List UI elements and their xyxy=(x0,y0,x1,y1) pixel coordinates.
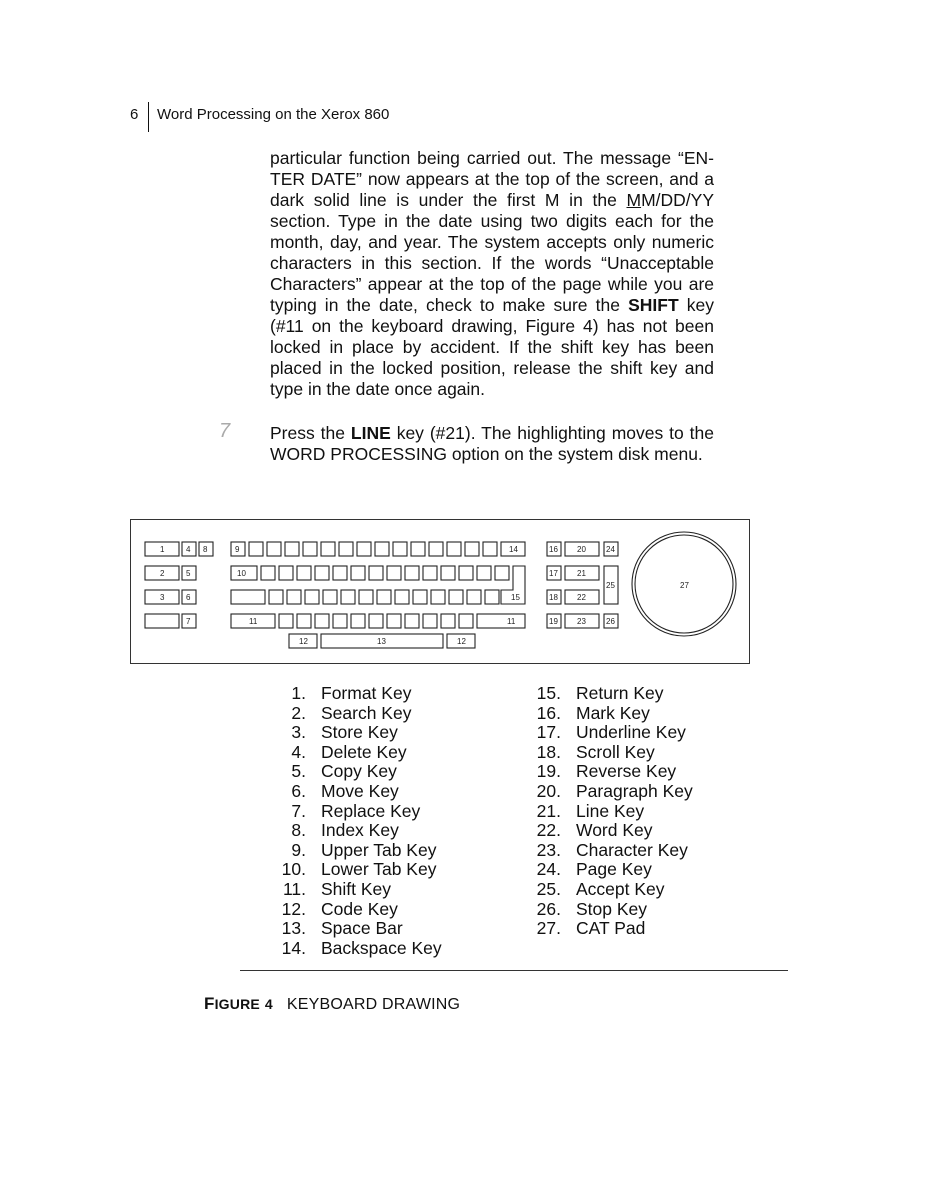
figure-divider xyxy=(240,970,788,971)
figure-title: KEYBOARD DRAWING xyxy=(286,996,461,1013)
key-label-25: 25 xyxy=(606,581,615,590)
figure-caption xyxy=(204,994,460,1014)
list-item: 17. Underline Key xyxy=(536,722,686,743)
list-item: 3. Store Key xyxy=(291,722,398,743)
step-number: 7 xyxy=(219,420,231,442)
list-item: 16. Mark Key xyxy=(536,702,650,723)
key-label-24: 24 xyxy=(606,545,615,554)
key-label-12: 12 xyxy=(299,637,308,646)
key-label-17: 17 xyxy=(549,569,558,578)
list-item: 20. Paragraph Key xyxy=(536,780,693,801)
key-label-19: 19 xyxy=(549,617,558,626)
key-label-16: 16 xyxy=(549,545,558,554)
key-label-2: 2 xyxy=(160,569,165,578)
list-item: 4. Delete Key xyxy=(291,741,407,762)
list-item: 15. Return Key xyxy=(536,683,664,703)
list-item: 24. Page Key xyxy=(536,859,652,880)
store-key-2 xyxy=(145,614,179,628)
list-item: 18. Scroll Key xyxy=(536,741,655,762)
step-text: Press the xyxy=(270,423,351,443)
list-item: 9. Upper Tab Key xyxy=(291,839,437,860)
list-item: 1. Format Key xyxy=(291,683,412,703)
body-paragraph xyxy=(270,148,714,400)
list-item: 27. CAT Pad xyxy=(536,918,646,939)
key-label-21: 21 xyxy=(577,569,586,578)
key-label-14: 14 xyxy=(509,545,518,554)
list-item: 21. Line Key xyxy=(536,800,645,821)
key-label-18: 18 xyxy=(549,593,558,602)
list-item: 26. Stop Key xyxy=(536,898,648,919)
paragraph-text: key (#11 on the keyboard drawing, Figure 4) has not been locked in place by accident. If the shift key has been placed in the locked position, release the shift key and type in the date once again. xyxy=(270,295,714,399)
list-item: 7. Replace Key xyxy=(291,800,421,821)
list-item: 10. Lower Tab Key xyxy=(281,859,437,880)
key-label-13: 13 xyxy=(377,637,386,646)
figure-label: FIGURE 4 xyxy=(204,994,273,1013)
key-label-11: 11 xyxy=(249,617,258,626)
left-function-keys xyxy=(145,542,213,628)
underlined-letter: M xyxy=(626,190,642,210)
page-header xyxy=(130,106,389,132)
paragraph-text: particular function being carried out. The message “EN-TER DATE” now appears at the top of the screen, and a dark solid line is under the first M in the xyxy=(270,148,714,210)
list-item: 13. Space Bar xyxy=(281,918,403,939)
key-label-15: 15 xyxy=(511,593,520,602)
list-item: 2. Search Key xyxy=(291,702,412,723)
list-item: 6. Move Key xyxy=(291,780,399,801)
page-number: 6 xyxy=(130,106,139,123)
list-item: 22. Word Key xyxy=(536,820,653,841)
cat-pad xyxy=(632,532,736,636)
key-label-7: 7 xyxy=(186,617,191,626)
right-function-keys xyxy=(547,542,618,628)
step-text: key (#21). The highlighting moves to the WORD PROCESSING option on the system disk menu. xyxy=(270,423,714,464)
keyboard-svg xyxy=(131,520,749,663)
header-divider xyxy=(148,102,149,132)
keyboard-drawing xyxy=(130,519,750,664)
key-label-26: 26 xyxy=(606,617,615,626)
key-label-22: 22 xyxy=(577,593,586,602)
key-label-23: 23 xyxy=(577,617,586,626)
key-label-9: 9 xyxy=(235,545,240,554)
key-list-right xyxy=(525,684,693,939)
list-item: 5. Copy Key xyxy=(291,761,397,782)
key-label-6: 6 xyxy=(186,593,191,602)
list-item: 14. Backspace Key xyxy=(281,937,442,958)
list-item: 25. Accept Key xyxy=(536,878,665,899)
step-paragraph xyxy=(270,423,714,465)
key-label-4: 4 xyxy=(186,545,191,554)
shift-key-right xyxy=(477,614,525,628)
running-title: Word Processing on the Xerox 860 xyxy=(157,106,390,123)
list-item: 8. Index Key xyxy=(291,820,399,841)
list-item: 19. Reverse Key xyxy=(536,761,677,782)
key-label-1: 1 xyxy=(160,545,165,554)
key-label-20: 20 xyxy=(577,545,586,554)
list-item: 11. Shift Key xyxy=(282,878,392,899)
key-label-11b: 11 xyxy=(507,617,516,626)
key-label-10: 10 xyxy=(237,569,246,578)
shift-key-label: SHIFT xyxy=(628,295,679,315)
key-label-12b: 12 xyxy=(457,637,466,646)
list-item: 12. Code Key xyxy=(281,898,398,919)
key-label-3: 3 xyxy=(160,593,165,602)
list-item: 23. Character Key xyxy=(536,839,688,860)
key-label-5: 5 xyxy=(186,569,191,578)
paragraph-text: M/DD/YY section. Type in the date using two digits each for the month, day, and year. The system accepts only numeric characters in this section. If the words “Unacceptable Characters” appear at the top of the page while you are typing in the date, check to make sure the xyxy=(270,190,714,315)
main-keys xyxy=(231,542,525,648)
key-list-left xyxy=(270,684,442,958)
key-label-8: 8 xyxy=(203,545,208,554)
line-key-label: LINE xyxy=(350,423,391,443)
key-label-27: 27 xyxy=(680,581,689,590)
